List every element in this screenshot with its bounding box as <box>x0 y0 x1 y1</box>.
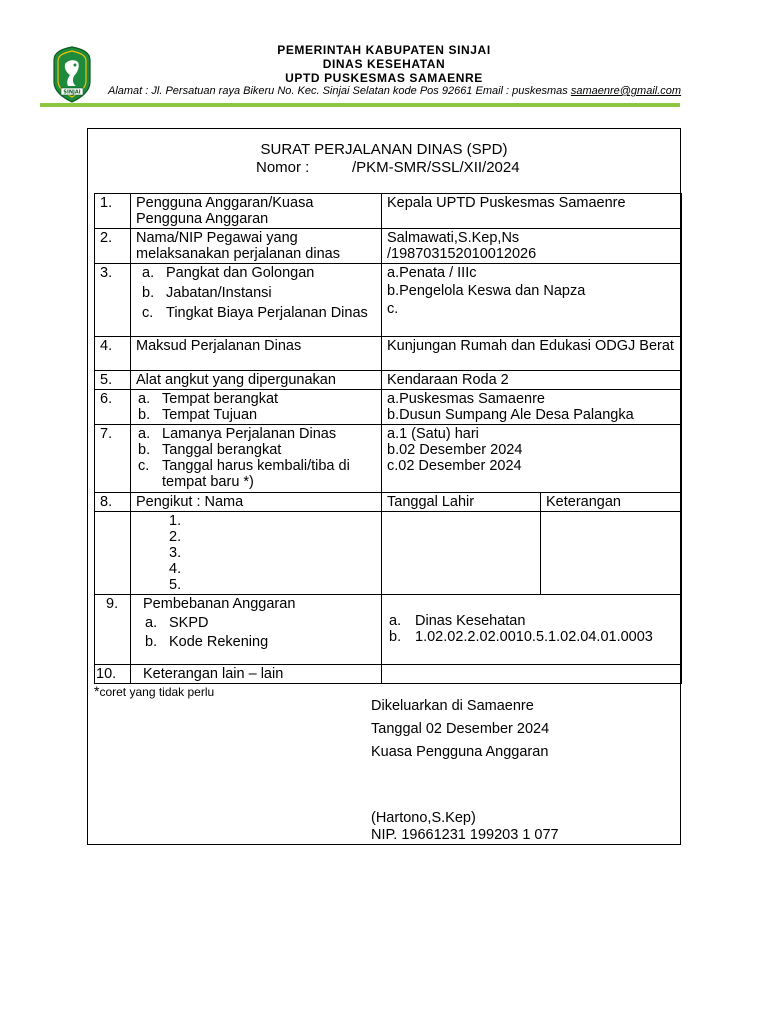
account-code-value: 1.02.02.2.02.0010.5.1.02.04.01.0003 <box>415 629 653 645</box>
birthdate-cell <box>382 512 541 595</box>
signer-name: (Hartono,S.Kep) <box>371 810 476 826</box>
header-address <box>108 85 681 97</box>
address-text: Alamat : Jl. Persatuan raya Bikeru No. Kec. Sinjai Selatan kode Pos 92661 Email : puskesmas <box>108 85 571 97</box>
employee-nip: /198703152010012026 <box>387 246 537 262</box>
sub-label: Pangkat dan Golongan <box>166 265 315 281</box>
sub-letter: b. <box>145 634 158 650</box>
budget-label: Pembebanan Anggaran <box>143 596 296 612</box>
sub-label: Tanggal harus kembali/tiba di tempat baru *) <box>162 458 350 490</box>
sub-letter: c. <box>138 458 150 474</box>
list-item: 3. <box>169 545 182 561</box>
table-row <box>95 337 682 371</box>
sub-letter: a. <box>145 615 158 631</box>
sub-label: SKPD <box>169 615 209 631</box>
header-unit: UPTD PUSKESMAS SAMAENRE <box>285 71 483 85</box>
notes-cell <box>541 512 682 595</box>
sub-letter: b. <box>138 442 151 458</box>
list-item: 2. <box>169 529 182 545</box>
list-item: 4. <box>169 561 182 577</box>
table-row <box>95 665 682 684</box>
sub-letter: c. <box>142 305 154 321</box>
table-row <box>95 595 682 665</box>
document-title: SURAT PERJALANAN DINAS (SPD) <box>260 141 508 158</box>
row-number: 3. <box>95 264 131 337</box>
letterhead <box>0 0 768 110</box>
issued-place: Dikeluarkan di Samaenre <box>371 698 534 714</box>
row-label <box>131 390 382 425</box>
row-value <box>382 264 682 337</box>
footnote <box>94 683 214 699</box>
column-header-notes: Keterangan <box>541 493 682 512</box>
row-number-text: 9. <box>106 596 119 612</box>
return-date-value: c.02 Desember 2024 <box>387 458 522 474</box>
list-item: 1. <box>169 513 182 529</box>
sub-label: Lamanya Perjalanan Dinas <box>162 426 337 442</box>
rank-value: a.Penata / IIIc <box>387 265 477 281</box>
row-value: Kendaraan Roda 2 <box>382 371 682 390</box>
column-header-birthdate: Tanggal Lahir <box>382 493 541 512</box>
table-row <box>95 425 682 493</box>
sub-label: Kode Rekening <box>169 634 269 650</box>
signer-nip: NIP. 19661231 199203 1 077 <box>371 827 559 843</box>
row-value <box>382 229 682 264</box>
cost-level-value: c. <box>387 301 399 317</box>
footnote-text: coret yang tidak perlu <box>99 685 215 699</box>
table-row <box>95 493 682 512</box>
sub-label: Tingkat Biaya Perjalanan Dinas <box>166 305 368 321</box>
row-label <box>131 264 382 337</box>
position-value: b.Pengelola Keswa dan Napza <box>387 283 586 299</box>
row-value <box>382 390 682 425</box>
emblem-label: SINJAI <box>63 89 81 96</box>
row-value <box>382 665 682 684</box>
destination-value: b.Dusun Sumpang Ale Desa Palangka <box>387 407 634 423</box>
header-rule <box>40 103 680 107</box>
sub-letter: b. <box>389 629 402 645</box>
row-number: 7. <box>95 425 131 493</box>
row-value <box>382 425 682 493</box>
sub-letter: b. <box>142 285 155 301</box>
row-label: Pengikut : Nama <box>131 493 382 512</box>
table-row <box>95 264 682 337</box>
header-department: DINAS KESEHATAN <box>322 57 446 71</box>
sub-letter: a. <box>142 265 155 281</box>
row-number: 10. <box>95 665 131 684</box>
table-row <box>95 194 682 229</box>
row-label <box>131 595 382 665</box>
email-link[interactable]: samaenre@gmail.com <box>570 85 682 97</box>
row-number: 1. <box>95 194 131 229</box>
table-row <box>95 390 682 425</box>
row-label: Nama/NIP Pegawai yang melaksanakan perjalanan dinas <box>131 229 382 264</box>
row-number: 4. <box>95 337 131 371</box>
table-row <box>95 229 682 264</box>
row-number: 6. <box>95 390 131 425</box>
header-government: PEMERINTAH KABUPATEN SINJAI <box>277 43 491 57</box>
row-number: 2. <box>95 229 131 264</box>
sub-label: Tempat berangkat <box>162 391 279 407</box>
table-row <box>95 512 682 595</box>
nomor-value: /PKM-SMR/SSL/XII/2024 <box>352 159 520 176</box>
sub-letter: a. <box>138 426 151 442</box>
purpose-value: Kunjungan Rumah dan Edukasi ODGJ Berat <box>387 338 674 354</box>
row-label: Keterangan lain – lain <box>131 665 382 684</box>
spd-table <box>94 193 682 684</box>
sub-label: Tempat Tujuan <box>162 407 258 423</box>
row-label: Alat angkut yang dipergunakan <box>131 371 382 390</box>
issued-date: Tanggal 02 Desember 2024 <box>371 721 550 737</box>
sub-letter: b. <box>138 407 151 423</box>
departure-place-value: a.Puskesmas Samaenre <box>387 391 545 407</box>
duration-value: a.1 (Satu) hari <box>387 426 479 442</box>
signer-role: Kuasa Pengguna Anggaran <box>371 744 549 760</box>
row-number <box>95 512 131 595</box>
row-label <box>131 425 382 493</box>
row-label: Maksud Perjalanan Dinas <box>131 337 382 371</box>
table-row <box>95 371 682 390</box>
sub-letter: a. <box>138 391 151 407</box>
row-value <box>382 595 682 665</box>
employee-name: Salmawati,S.Kep,Ns <box>387 230 520 246</box>
sub-label: Tanggal berangkat <box>162 442 282 458</box>
row-value <box>382 337 682 371</box>
row-number <box>95 595 131 665</box>
nomor-label: Nomor : <box>256 159 310 176</box>
departure-date-value: b.02 Desember 2024 <box>387 442 523 458</box>
sub-label: Jabatan/Instansi <box>166 285 272 301</box>
list-item: 5. <box>169 577 182 593</box>
row-value: Kepala UPTD Puskesmas Samaenre <box>382 194 682 229</box>
row-number: 8. <box>95 493 131 512</box>
footnote-star: * <box>94 683 100 699</box>
row-label: Pengguna Anggaran/Kuasa Pengguna Anggaran <box>131 194 382 229</box>
follower-list <box>131 512 382 595</box>
agency-value: Dinas Kesehatan <box>415 613 526 629</box>
row-number: 5. <box>95 371 131 390</box>
sub-letter: a. <box>389 613 402 629</box>
